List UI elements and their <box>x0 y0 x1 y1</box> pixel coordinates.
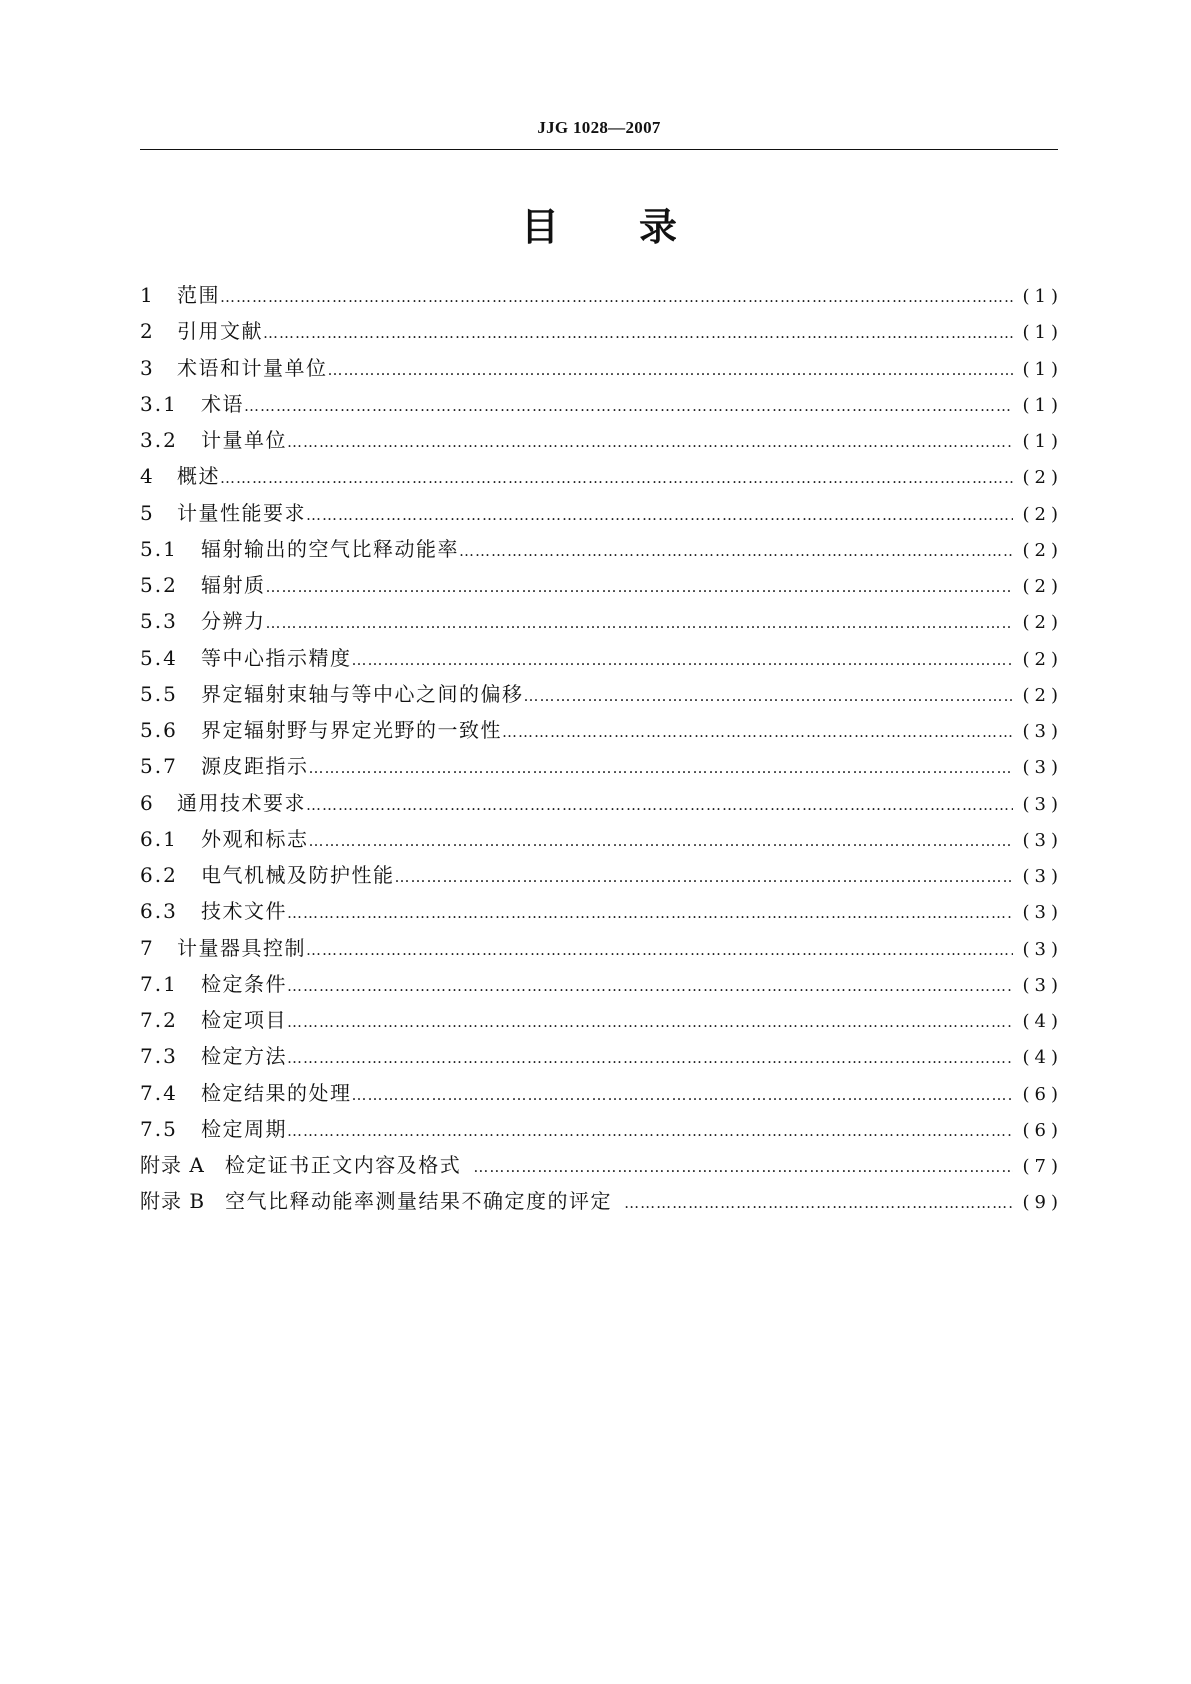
toc-entry[interactable] <box>140 678 1063 714</box>
standard-code-header: JJG 1028—2007 <box>537 118 661 137</box>
toc-number: 附录 B <box>140 1189 206 1214</box>
toc-leader-dots <box>287 904 1013 922</box>
toc-page: (3) <box>1022 829 1063 851</box>
toc-entry[interactable] <box>140 895 1063 931</box>
toc-entry[interactable] <box>140 1077 1063 1113</box>
toc-entry-appendix[interactable] <box>140 1185 1063 1221</box>
toc-entry[interactable] <box>140 460 1063 496</box>
toc-entry[interactable] <box>140 424 1063 460</box>
toc-leader-dots <box>459 542 1013 560</box>
toc-leader-dots <box>266 578 1014 596</box>
toc-text: 电气机械及防护性能 <box>201 863 395 887</box>
toc-page: (3) <box>1022 902 1063 924</box>
toc-number: 7.4 <box>140 1080 178 1105</box>
toc-text: 界定辐射束轴与等中心之间的偏移 <box>201 681 524 706</box>
toc-leader-dots <box>287 977 1013 995</box>
toc-page: (2) <box>1022 684 1063 706</box>
toc-text: 辐射输出的空气比释动能率 <box>201 536 459 561</box>
toc-leader-dots <box>266 614 1014 632</box>
toc-page: (3) <box>1022 757 1063 779</box>
toc-title: 目录 <box>520 205 757 249</box>
toc-leader-dots <box>306 506 1013 524</box>
toc-number: 5.4 <box>140 645 178 670</box>
toc-page: (2) <box>1022 576 1063 597</box>
toc-leader-dots <box>306 941 1013 959</box>
toc-page: (3) <box>1022 938 1063 960</box>
toc-entry[interactable] <box>140 823 1063 859</box>
toc-text: 检定项目 <box>201 1008 287 1032</box>
toc-number: 1 <box>140 283 155 307</box>
toc-page: (1) <box>1022 431 1063 452</box>
toc-leader-dots <box>220 469 1013 487</box>
toc-number: 4 <box>140 464 155 489</box>
toc-entry[interactable] <box>140 315 1063 351</box>
toc-number: 2 <box>140 319 155 344</box>
toc-leader-dots <box>395 868 1014 886</box>
toc-number: 5.2 <box>140 573 178 597</box>
toc-number: 7.5 <box>140 1116 178 1141</box>
toc-page: (2) <box>1022 467 1063 489</box>
toc-entry[interactable] <box>140 352 1063 388</box>
toc-number: 5.3 <box>140 609 178 634</box>
toc-number: 6.1 <box>140 826 178 851</box>
toc-text: 通用技术要求 <box>177 790 306 815</box>
toc-page: (6) <box>1022 1119 1063 1141</box>
toc-text: 技术文件 <box>201 899 287 924</box>
header-divider <box>140 149 1058 150</box>
toc-page: (1) <box>1022 394 1063 416</box>
toc-entry[interactable] <box>140 497 1063 533</box>
toc-number: 5.7 <box>140 754 178 779</box>
toc-entry[interactable] <box>140 1040 1063 1076</box>
toc-leader-dots <box>352 1086 1014 1104</box>
toc-number: 7.1 <box>140 971 178 996</box>
toc-leader-dots <box>309 832 1014 850</box>
table-of-contents <box>140 279 1063 1222</box>
toc-leader-dots <box>287 433 1013 451</box>
toc-text: 分辨力 <box>201 609 266 634</box>
toc-leader-dots <box>263 324 1013 342</box>
toc-text: 界定辐射野与界定光野的一致性 <box>201 718 502 742</box>
toc-leader-dots <box>220 288 1013 306</box>
toc-entry[interactable] <box>140 533 1063 569</box>
toc-entry[interactable] <box>140 714 1063 750</box>
toc-page: (9) <box>1022 1192 1063 1214</box>
toc-text: 检定结果的处理 <box>201 1080 352 1105</box>
toc-number: 7.3 <box>140 1044 178 1069</box>
toc-text: 外观和标志 <box>201 826 309 851</box>
toc-text: 范围 <box>177 283 220 307</box>
toc-leader-dots <box>287 1049 1013 1067</box>
toc-page: (4) <box>1022 1011 1063 1032</box>
toc-number: 5.5 <box>140 681 178 706</box>
toc-entry[interactable] <box>140 388 1063 424</box>
toc-entry[interactable] <box>140 787 1063 823</box>
toc-text: 概述 <box>177 464 220 489</box>
toc-text: 检定证书正文内容及格式 <box>224 1153 462 1177</box>
toc-entry[interactable] <box>140 968 1063 1004</box>
toc-text: 计量单位 <box>201 428 287 452</box>
toc-text: 辐射质 <box>201 573 266 597</box>
toc-page: (1) <box>1022 322 1063 344</box>
toc-number: 7 <box>140 935 155 960</box>
toc-number: 5 <box>140 500 155 525</box>
toc-number: 6 <box>140 790 155 815</box>
toc-entry[interactable] <box>140 1113 1063 1149</box>
toc-page: (4) <box>1022 1047 1063 1069</box>
toc-page: (2) <box>1022 503 1063 525</box>
toc-number: 6.3 <box>140 899 178 924</box>
toc-text: 计量器具控制 <box>177 935 306 960</box>
toc-number: 5.1 <box>140 536 178 561</box>
toc-entry[interactable] <box>140 932 1063 968</box>
toc-leader-dots <box>309 759 1014 777</box>
toc-text: 检定方法 <box>201 1044 287 1069</box>
toc-text: 术语 <box>201 391 244 416</box>
toc-leader-dots <box>287 1013 1013 1031</box>
toc-page: (2) <box>1022 539 1063 561</box>
toc-page: (7) <box>1022 1156 1063 1177</box>
toc-entry[interactable] <box>140 642 1063 678</box>
toc-entry[interactable] <box>140 750 1063 786</box>
toc-page: (2) <box>1022 648 1063 670</box>
toc-leader-dots <box>502 723 1013 741</box>
toc-text: 检定周期 <box>201 1116 287 1141</box>
toc-entry-appendix[interactable] <box>140 1149 1063 1185</box>
toc-page: (3) <box>1022 974 1063 996</box>
toc-number: 6.2 <box>140 863 178 887</box>
toc-leader-dots <box>244 397 1013 415</box>
toc-leader-dots <box>306 796 1013 814</box>
toc-leader-dots <box>473 1158 1013 1176</box>
toc-text: 空气比释动能率测量结果不确定度的评定 <box>225 1189 613 1214</box>
toc-leader-dots <box>287 1122 1013 1140</box>
toc-page: (1) <box>1022 286 1063 307</box>
toc-page: (3) <box>1022 866 1063 887</box>
toc-number: 3.2 <box>140 428 178 452</box>
toc-text: 引用文献 <box>177 319 263 344</box>
toc-page: (2) <box>1022 612 1063 634</box>
toc-number: 3.1 <box>140 391 178 416</box>
toc-number: 3 <box>140 355 155 380</box>
toc-entry[interactable] <box>140 1004 1063 1040</box>
toc-page: (3) <box>1022 793 1063 815</box>
toc-page: (6) <box>1022 1083 1063 1105</box>
toc-text: 等中心指示精度 <box>201 645 352 670</box>
toc-page: (1) <box>1022 358 1063 380</box>
toc-entry[interactable] <box>140 569 1063 605</box>
toc-leader-dots <box>524 687 1014 705</box>
toc-entry[interactable] <box>140 279 1063 315</box>
toc-leader-dots <box>352 651 1014 669</box>
toc-number: 附录 A <box>140 1153 205 1177</box>
toc-entry[interactable] <box>140 605 1063 641</box>
toc-number: 7.2 <box>140 1008 178 1032</box>
toc-entry[interactable] <box>140 859 1063 895</box>
toc-text: 检定条件 <box>201 971 287 996</box>
toc-text: 术语和计量单位 <box>177 355 328 380</box>
toc-text: 计量性能要求 <box>177 500 306 525</box>
toc-number: 5.6 <box>140 718 178 742</box>
toc-text: 源皮距指示 <box>201 754 309 779</box>
toc-leader-dots <box>624 1194 1013 1212</box>
toc-leader-dots <box>328 361 1014 379</box>
toc-page: (3) <box>1022 721 1063 742</box>
